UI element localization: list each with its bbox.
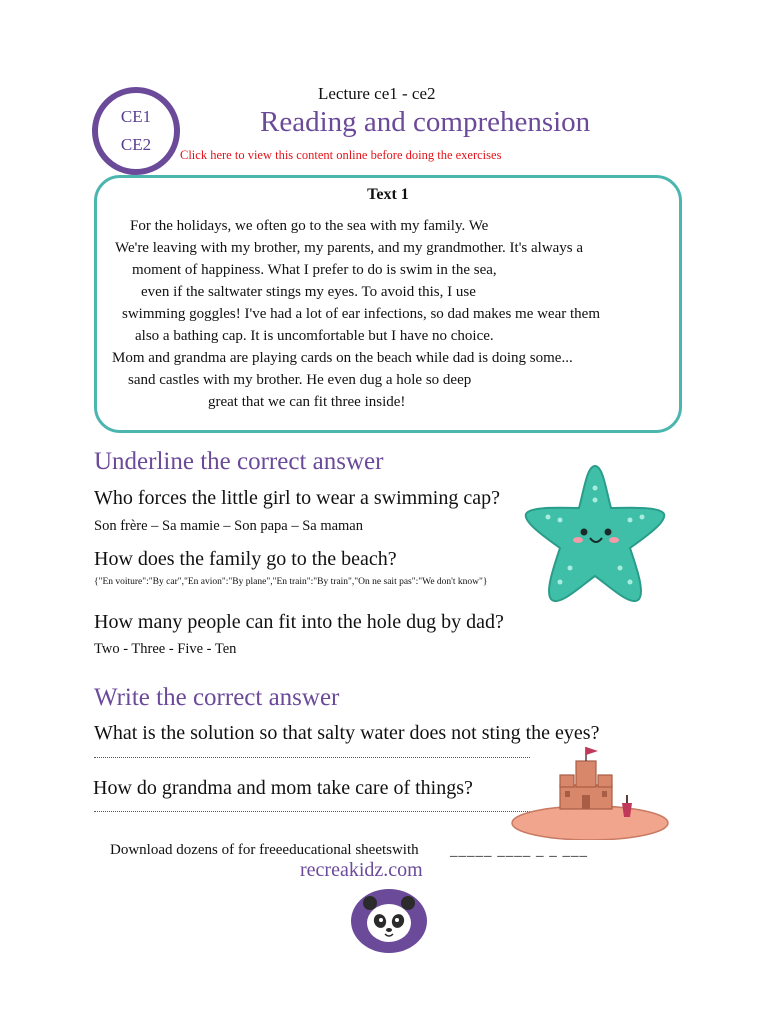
text-line: even if the saltwater stings my eyes. To avoid this, I use xyxy=(141,284,476,300)
badge-line-2: CE2 xyxy=(120,135,152,154)
text-line: swimming goggles! I've had a lot of ear infections, so dad makes me wear them xyxy=(122,306,600,322)
online-content-link[interactable]: Click here to view this content online before doing the exercises xyxy=(180,148,502,162)
text-line: also a bathing cap. It is uncomfortable but I have no choice. xyxy=(135,328,494,344)
question-4: What is the solution so that salty water does not sting the eyes? xyxy=(94,722,600,744)
text-heading: Text 1 xyxy=(367,186,409,203)
text-line: great that we can fit three inside! xyxy=(208,394,406,410)
question-3: How many people can fit into the hole dug by dad? xyxy=(94,611,504,633)
page-title: Reading and comprehension xyxy=(260,106,591,138)
section-heading-underline: Underline the correct answer xyxy=(94,448,384,475)
lecture-label: Lecture ce1 - ce2 xyxy=(318,84,436,103)
site-link[interactable]: recreakidz.com xyxy=(300,859,423,881)
badge-line-1: CE1 xyxy=(120,107,152,126)
panda-logo-icon xyxy=(350,888,428,954)
download-text: Download dozens of for freeeducational sheetswith xyxy=(110,842,419,858)
question-2-options[interactable]: {"En voiture":"By car","En avion":"By plane","En train":"By train","On ne sait pas":"We don't know"} xyxy=(94,577,488,587)
question-5: How do grandma and mom take care of things? xyxy=(93,777,473,799)
answer-line-1[interactable] xyxy=(94,757,530,758)
level-badge xyxy=(92,87,180,175)
text-line: moment of happiness. What I prefer to do is swim in the sea, xyxy=(132,262,497,278)
answer-line-2[interactable] xyxy=(94,811,530,812)
text-line: We're leaving with my brother, my parents, and my grandmother. It's always a xyxy=(115,240,584,256)
question-3-options[interactable]: Two - Three - Five - Ten xyxy=(94,641,237,657)
question-1: Who forces the little girl to wear a swimming cap? xyxy=(94,487,500,509)
starfish-icon xyxy=(520,460,670,610)
text-line: sand castles with my brother. He even dug a hole so deep xyxy=(128,372,472,388)
question-2: How does the family go to the beach? xyxy=(94,548,397,570)
section-heading-write: Write the correct answer xyxy=(94,684,340,711)
text-line: Mom and grandma are playing cards on the beach while dad is doing some... xyxy=(112,350,573,366)
blank-lines: _____ ____ _ _ ___ xyxy=(450,843,588,859)
text-line: For the holidays, we often go to the sea with my family. We xyxy=(130,218,489,234)
question-1-options[interactable]: Son frère – Sa mamie – Son papa – Sa maman xyxy=(94,518,363,534)
sandcastle-icon xyxy=(510,745,670,840)
